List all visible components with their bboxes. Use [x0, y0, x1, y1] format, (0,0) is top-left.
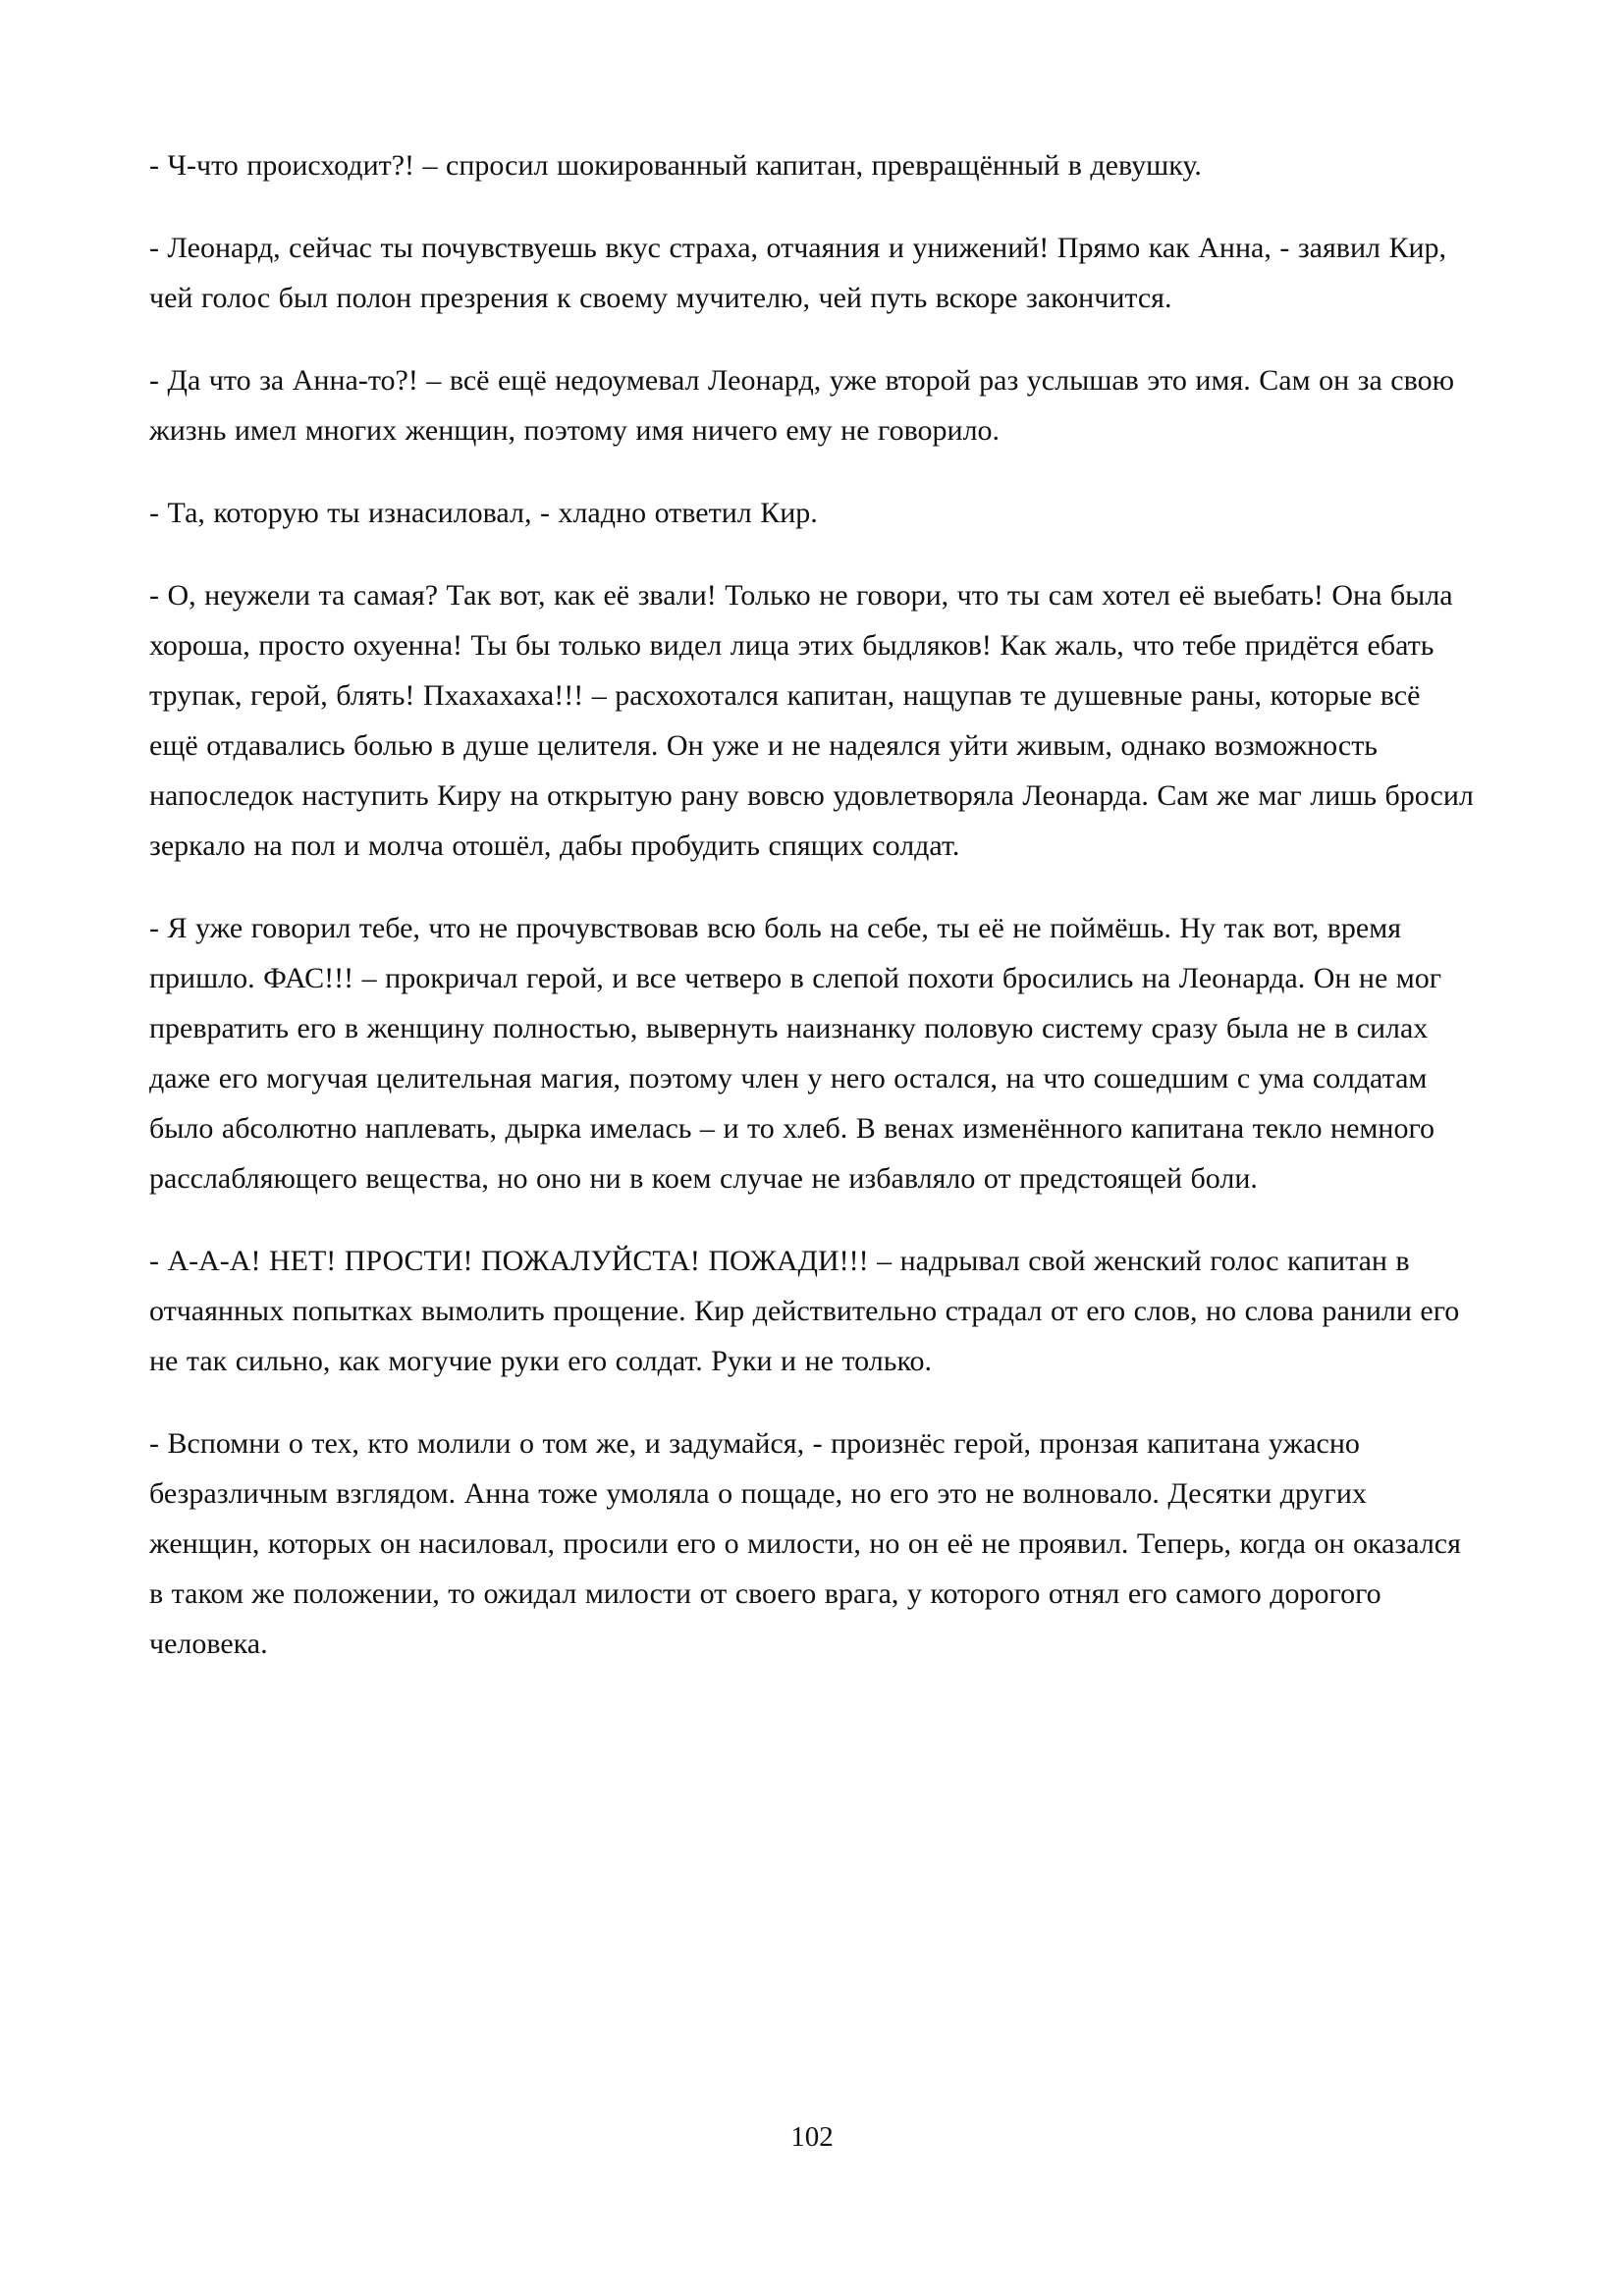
page-number: 102: [790, 2121, 834, 2153]
paragraph: - Ч-что происходит?! – спросил шокированный капитан, превращённый в девушку.: [149, 149, 1202, 182]
paragraph: - О, неужели та самая? Так вот, как её звали! Только не говори, что ты сам хотел её выебать! Она была хороша, просто охуенна! Ты бы только видел лица этих быдляков! Как жаль, что тебе придётся ебать трупак, герой, блять! Пхахахаха!!! – расхохотался капитан, нащупав те душевные раны, которые всё ещё отдавались болью в душе целителя. Он уже и не надеялся уйти живым, однако возможность напоследок наступить Киру на открытую рану вовсю удовлетворяла Леонарда. Сам же маг лишь бросил зеркало на пол и молча отошёл, дабы пробудить спящих солдат.: [149, 579, 1474, 862]
page-content: [149, 140, 1475, 1669]
paragraph: - Та, которую ты изнасиловал, - хладно ответил Кир.: [149, 497, 818, 529]
paragraph: - Да что за Анна-то?! – всё ещё недоумевал Леонард, уже второй раз услышав это имя. Сам он за свою жизнь имел многих женщин, поэтому имя ничего ему не говорило.: [149, 364, 1454, 447]
paragraph: - Я уже говорил тебе, что не прочувствовав всю боль на себе, ты её не поймёшь. Ну так вот, время пришло. ФАС!!! – прокричал герой, и все четверо в слепой похоти бросились на Леонарда. Он не мог превратить его в женщину полностью, вывернуть наизнанку половую систему сразу была не в силах даже его могучая целительная магия, поэтому член у него остался, на что сошедшим с ума солдатам было абсолютно наплевать, дырка имелась – и то хлеб. В венах изменённого капитана текло немного расслабляющего вещества, но оно ни в коем случае не избавляло от предстоящей боли.: [149, 912, 1442, 1195]
paragraph: - Вспомни о тех, кто молили о том же, и задумайся, - произнёс герой, пронзая капитана ужасно безразличным взглядом. Анна тоже умоляла о пощаде, но его это не волновало. Десятки других женщин, которых он насиловал, просили его о милости, но он её не проявил. Теперь, когда он оказался в таком же положении, то ожидал милости от своего врага, у которого отнял его самого дорогого человека.: [149, 1427, 1461, 1660]
paragraph: - А-А-А! НЕТ! ПРОСТИ! ПОЖАЛУЙСТА! ПОЖАДИ!!! – надрывал свой женский голос капитан в отчаянных попытках вымолить прощение. Кир действительно страдал от его слов, но слова ранили его не так сильно, как могучие руки его солдат. Руки и не только.: [149, 1245, 1460, 1377]
paragraph: - Леонард, сейчас ты почувствуешь вкус страха, отчаяния и унижений! Прямо как Анна, - заявил Кир, чей голос был полон презрения к своему мучителю, чей путь вскоре закончится.: [149, 232, 1447, 314]
